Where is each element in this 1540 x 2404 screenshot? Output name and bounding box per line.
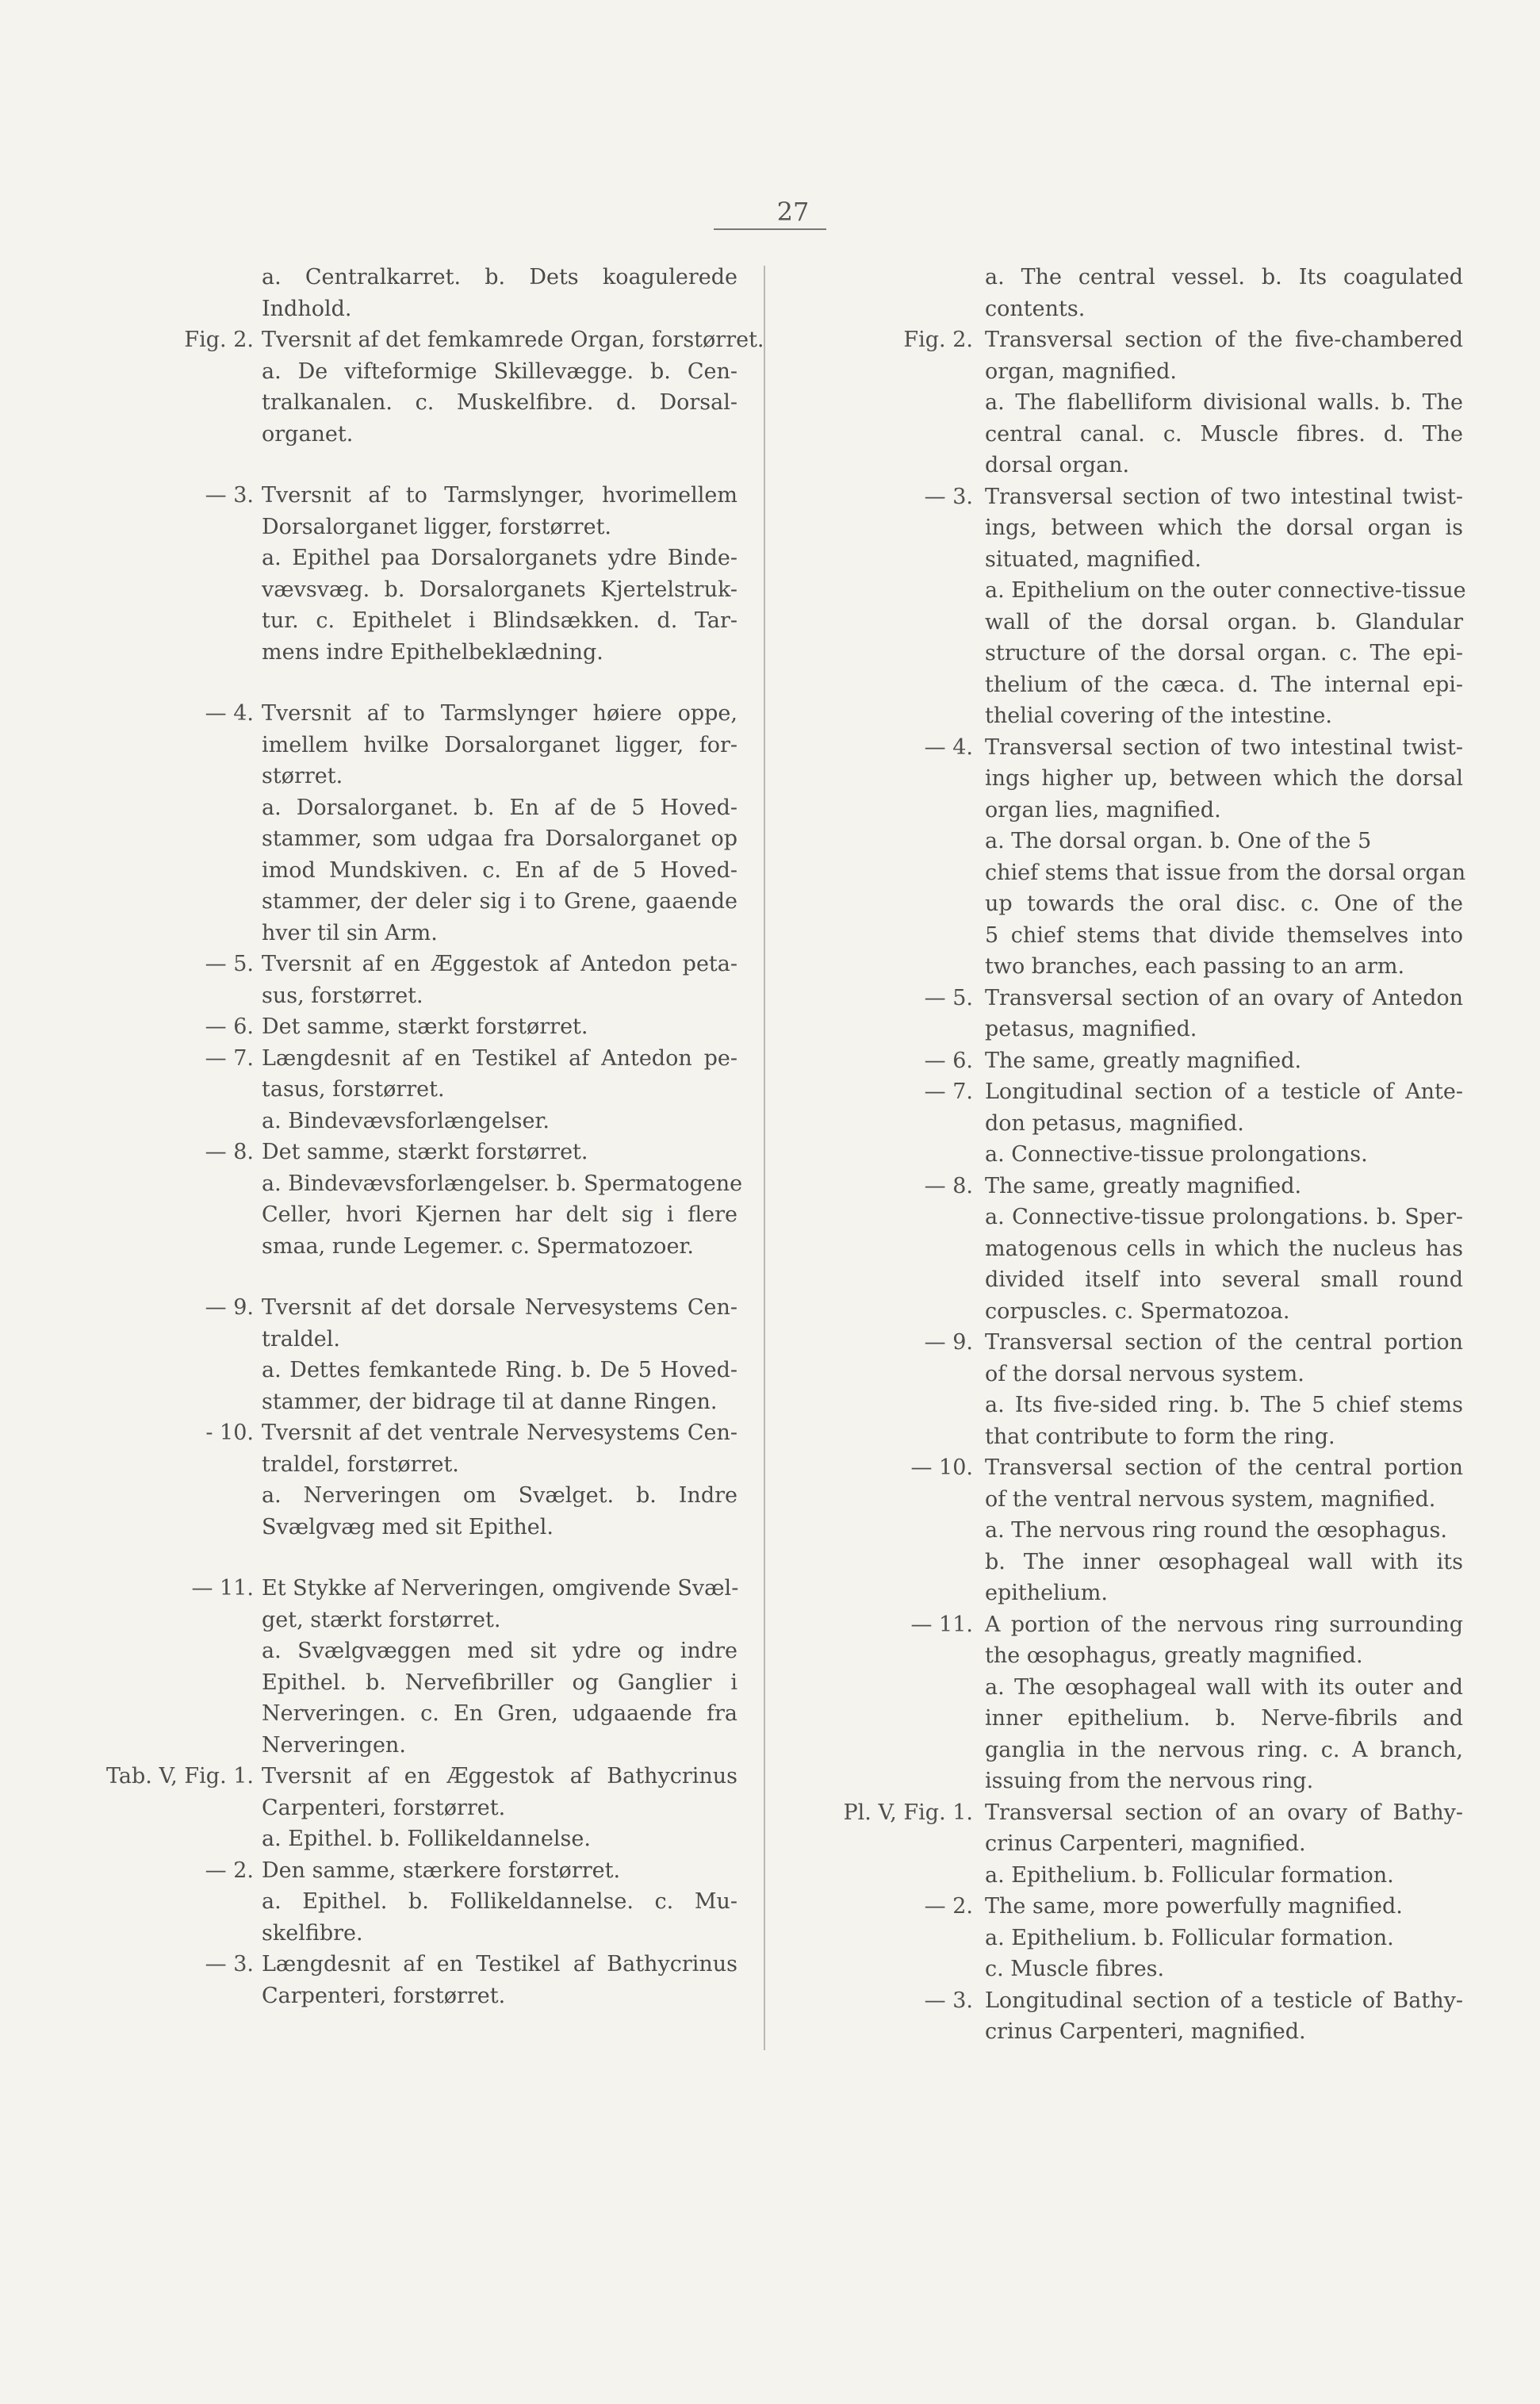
figure-entry [63, 949, 737, 1011]
figure-entry [63, 324, 764, 450]
text-line: a. Bindevævsforlængelser. [262, 1108, 550, 1133]
text-line: 5 chief stems that divide themselves into [985, 922, 1463, 948]
text-line: ganglia in the nervous ring. c. A branch, [985, 1737, 1463, 1762]
text-line: stammer, som udgaa fra Dorsalorganet op [262, 826, 737, 851]
text-line: that contribute to form the ring. [985, 1424, 1335, 1449]
text-line: Længdesnit af en Testikel af Antedon pe- [262, 1045, 737, 1071]
text-line: skelfibre. [262, 1920, 363, 1946]
text-line: Carpenteri, forstørret. [262, 1795, 506, 1820]
text-line: Longitudinal section of a testicle of Bathy- [985, 1988, 1463, 2013]
text-line: a. The œsophageal wall with its outer and [985, 1674, 1463, 1700]
text-line: c. Muscle fibres. [985, 1957, 1165, 1981]
text-line: Transversal section of two intestinal twist- [985, 484, 1463, 509]
text-line: ings higher up, between which the dorsal [985, 766, 1463, 791]
header-rule [714, 228, 826, 230]
text-line: Tversnit af to Tarmslynger høiere oppe, [262, 701, 737, 726]
figure-label: — 4. [924, 734, 973, 760]
text-line: imod Mundskiven. c. En af de 5 Hoved- [262, 857, 737, 883]
text-line: divided itself into several small round [985, 1267, 1463, 1292]
figure-label: — 10. [910, 1455, 973, 1480]
text-line: tasus, forstørret. [262, 1077, 445, 1102]
figure-entry [63, 1292, 737, 1417]
text-line: situated, magnified. [985, 546, 1201, 572]
text-line: organet. [262, 421, 354, 447]
text-line: of the ventral nervous system, magnified. [985, 1486, 1436, 1512]
figure-entry [63, 480, 737, 668]
text-line: A portion of the nervous ring surrounding [985, 1612, 1463, 1637]
text-line: the œsophagus, greatly magnified. [985, 1643, 1363, 1668]
text-line: a. Connective-tissue prolongations. [985, 1142, 1368, 1167]
figure-label: — 2. [205, 1858, 254, 1883]
figure-label: — 3. [205, 1952, 254, 1976]
text-line: a. The nervous ring round the œsophagus. [985, 1518, 1447, 1543]
figure-entry [781, 732, 1466, 983]
text-line: Den samme, stærkere forstørret. [262, 1858, 621, 1883]
text-line: tur. c. Epithelet i Blindsækken. d. Tar- [262, 608, 737, 633]
text-line: a. Epithel. b. Follikeldannelse. c. Mu- [262, 1889, 737, 1914]
text-line: structure of the dorsal organ. c. The epi- [985, 641, 1463, 665]
figure-label: - 10. [205, 1421, 254, 1445]
figure-entry [781, 262, 1463, 324]
figure-entry [63, 1573, 737, 1761]
text-line: Transversal section of the central portion [985, 1330, 1463, 1355]
text-line: a. Epithelium on the outer connective-tissue [985, 578, 1466, 603]
text-line: Et Stykke af Nerveringen, omgivende Svæl- [262, 1576, 739, 1601]
text-line: Transversal section of an ovary of Bathy- [985, 1800, 1463, 1825]
text-line: inner epithelium. b. Nerve-fibrils and [985, 1706, 1463, 1731]
text-line: a. Bindevævsforlængelser. b. Spermatogene [262, 1171, 743, 1196]
text-line: a. De vifteformige Skillevægge. b. Cen- [262, 358, 737, 384]
text-line: issuing from the nervous ring. [985, 1769, 1314, 1793]
text-line: størret. [262, 764, 343, 788]
figure-label: — 3. [924, 484, 973, 509]
figure-entry [63, 1011, 737, 1043]
text-line: a. Its five-sided ring. b. The 5 chief stems [985, 1393, 1463, 1417]
text-line: matogenous cells in which the nucleus has [985, 1236, 1463, 1261]
danish-column [63, 262, 764, 2011]
figure-entry [781, 1045, 1463, 1077]
figure-entry [63, 1137, 743, 1262]
text-line: Celler, hvori Kjernen har delt sig i flere [262, 1202, 737, 1227]
figure-entry [63, 262, 737, 324]
text-line: thelial covering of the intestine. [985, 704, 1332, 728]
text-line: b. The inner œsophageal wall with its [985, 1549, 1463, 1574]
text-line: smaa, runde Legemer. c. Spermatozoer. [262, 1233, 694, 1259]
text-line: Indhold. [262, 296, 352, 321]
text-line: petasus, magnified. [985, 1017, 1197, 1041]
text-line: Det samme, stærkt forstørret. [262, 1140, 588, 1164]
text-line: hver til sin Arm. [262, 920, 438, 945]
text-line: a. The dorsal organ. b. One of the 5 [985, 829, 1372, 853]
text-line: Tversnit af det femkamrede Organ, forstørret. [262, 328, 764, 352]
figure-label: — 6. [205, 1014, 254, 1039]
figure-label: — 4. [205, 701, 254, 726]
text-line: Dorsalorganet ligger, forstørret. [262, 514, 612, 539]
figure-label: — 8. [924, 1173, 973, 1198]
text-line: imellem hvilke Dorsalorganet ligger, for- [262, 732, 737, 757]
text-line: Det samme, stærkt forstørret. [262, 1014, 588, 1039]
text-line: The same, greatly magnified. [985, 1048, 1302, 1073]
figure-label: — 7. [924, 1079, 973, 1104]
figure-label: — 3. [924, 1988, 973, 2013]
figure-entry [781, 1609, 1463, 1797]
figure-entry [781, 1171, 1463, 1328]
text-line: The same, more powerfully magnified. [985, 1894, 1403, 1919]
text-line: a. Svælgvæggen med sit ydre og indre [262, 1639, 737, 1663]
figure-label: Fig. 2. [903, 328, 973, 352]
figure-entry [63, 1855, 737, 1950]
text-line: Longitudinal section of a testicle of Ante- [985, 1079, 1463, 1104]
figure-label: Pl. V, Fig. 1. [843, 1800, 973, 1825]
text-line: get, stærkt forstørret. [262, 1607, 501, 1632]
figure-entry [781, 1985, 1463, 2048]
text-line: central canal. c. Muscle fibres. d. The [985, 421, 1463, 447]
text-line: traldel, forstørret. [262, 1451, 459, 1477]
text-line: a. Dettes femkantede Ring. b. De 5 Hoved- [262, 1358, 737, 1382]
text-line: tralkanalen. c. Muskelfibre. d. Dorsal- [262, 390, 737, 415]
text-line: Nerveringen. [262, 1732, 406, 1758]
text-line: don petasus, magnified. [985, 1110, 1244, 1136]
text-line: crinus Carpenteri, magnified. [985, 2019, 1306, 2044]
text-line: Tversnit af en Æggestok af Antedon peta- [262, 952, 737, 976]
text-line: Længdesnit af en Testikel af Bathycrinus [262, 1952, 737, 1976]
text-line: stammer, der deler sig i to Grene, gaaende [262, 889, 737, 914]
figure-label: — 11. [910, 1612, 973, 1637]
english-column [781, 262, 1466, 2048]
text-line: Transversal section of the five-chambered [985, 328, 1463, 352]
figure-entry [63, 1949, 737, 2011]
text-line: a. Epithel paa Dorsalorganets ydre Binde- [262, 546, 737, 570]
figure-label: — 9. [205, 1295, 254, 1320]
text-line: Tversnit af det dorsale Nervesystems Cen- [262, 1295, 737, 1320]
text-line: a. Connective-tissue prolongations. b. Sper- [985, 1205, 1463, 1229]
text-line: Transversal section of an ovary of Antedon [985, 985, 1463, 1010]
figure-entry [63, 1043, 737, 1137]
text-line: Transversal section of the central portion [985, 1455, 1463, 1480]
figure-label: — 9. [924, 1330, 973, 1355]
text-line: Tversnit af det ventrale Nervesystems Cen- [262, 1421, 737, 1445]
figure-entry [781, 1327, 1463, 1452]
text-line: stammer, der bidrage til at danne Ringen. [262, 1389, 718, 1414]
text-line: vævsvæg. b. Dorsalorganets Kjertelstruk- [262, 577, 737, 602]
text-line: Carpenteri, forstørret. [262, 1983, 506, 2008]
figure-entry [63, 1761, 737, 1855]
text-line: of the dorsal nervous system. [985, 1361, 1304, 1386]
text-line: organ, magnified. [985, 358, 1177, 384]
figure-label: — 8. [205, 1140, 254, 1164]
text-line: mens indre Epithelbeklædning. [262, 639, 603, 665]
text-line: ings, between which the dorsal organ is [985, 516, 1463, 540]
text-line: Tversnit af en Æggestok af Bathycrinus [262, 1764, 737, 1789]
figure-entry [63, 698, 737, 949]
figure-label: — 11. [191, 1576, 254, 1601]
figure-label: — 5. [205, 952, 254, 976]
text-line: dorsal organ. [985, 453, 1130, 477]
text-line: a. Epithelium. b. Follicular formation. [985, 1862, 1394, 1888]
text-line: a. Dorsalorganet. b. En af de 5 Hoved- [262, 795, 737, 820]
text-line: a. Epithelium. b. Follicular formation. [985, 1925, 1394, 1950]
text-line: thelium of the cæca. d. The internal epi- [985, 672, 1463, 697]
figure-entry [781, 1797, 1463, 1892]
column-divider [764, 266, 765, 2050]
text-line: epithelium. [985, 1581, 1108, 1605]
text-line: two branches, each passing to an arm. [985, 954, 1405, 979]
text-line: chief stems that issue from the dorsal organ [985, 860, 1466, 885]
text-line: traldel. [262, 1326, 340, 1352]
text-line: contents. [985, 296, 1086, 321]
text-line: a. The central vessel. b. Its coagulated [985, 265, 1463, 289]
text-line: Svælgvæg med sit Epithel. [262, 1514, 554, 1539]
figure-entry [781, 1891, 1463, 1985]
figure-entry [63, 1417, 737, 1543]
text-line: crinus Carpenteri, magnified. [985, 1831, 1306, 1856]
figure-label: — 3. [205, 483, 254, 508]
figure-entry [781, 1452, 1463, 1609]
figure-entry [781, 481, 1466, 732]
text-line: up towards the oral disc. c. One of the [985, 891, 1463, 916]
figure-label: Tab. V, Fig. 1. [106, 1764, 254, 1789]
text-line: organ lies, magnified. [985, 797, 1221, 822]
figure-entry [781, 983, 1463, 1045]
figure-label: Fig. 2. [184, 328, 254, 352]
figure-label: — 2. [924, 1894, 973, 1919]
text-line: Tversnit af to Tarmslynger, hvorimellem [262, 483, 737, 508]
figure-entry [781, 1076, 1463, 1171]
text-line: Nerveringen. c. En Gren, udgaaende fra [262, 1701, 737, 1726]
text-line: sus, forstørret. [262, 983, 423, 1008]
text-line: The same, greatly magnified. [985, 1173, 1302, 1198]
text-line: Transversal section of two intestinal twist- [985, 734, 1463, 760]
text-line: Epithel. b. Nervefibriller og Ganglier i [262, 1670, 737, 1695]
text-line: a. Centralkarret. b. Dets koagulerede [262, 265, 737, 289]
text-line: a. The flabelliform divisional walls. b. The [985, 390, 1463, 415]
figure-label: — 6. [924, 1048, 973, 1073]
text-line: corpuscles. c. Spermatozoa. [985, 1298, 1290, 1324]
text-line: a. Epithel. b. Follikeldannelse. [262, 1827, 591, 1851]
page-number: 27 [776, 197, 810, 227]
text-line: a. Nerveringen om Svælget. b. Indre [262, 1483, 737, 1508]
text-line: wall of the dorsal organ. b. Glandular [985, 609, 1463, 635]
figure-entry [781, 324, 1463, 481]
figure-label: — 7. [205, 1045, 254, 1071]
figure-label: — 5. [924, 985, 973, 1010]
